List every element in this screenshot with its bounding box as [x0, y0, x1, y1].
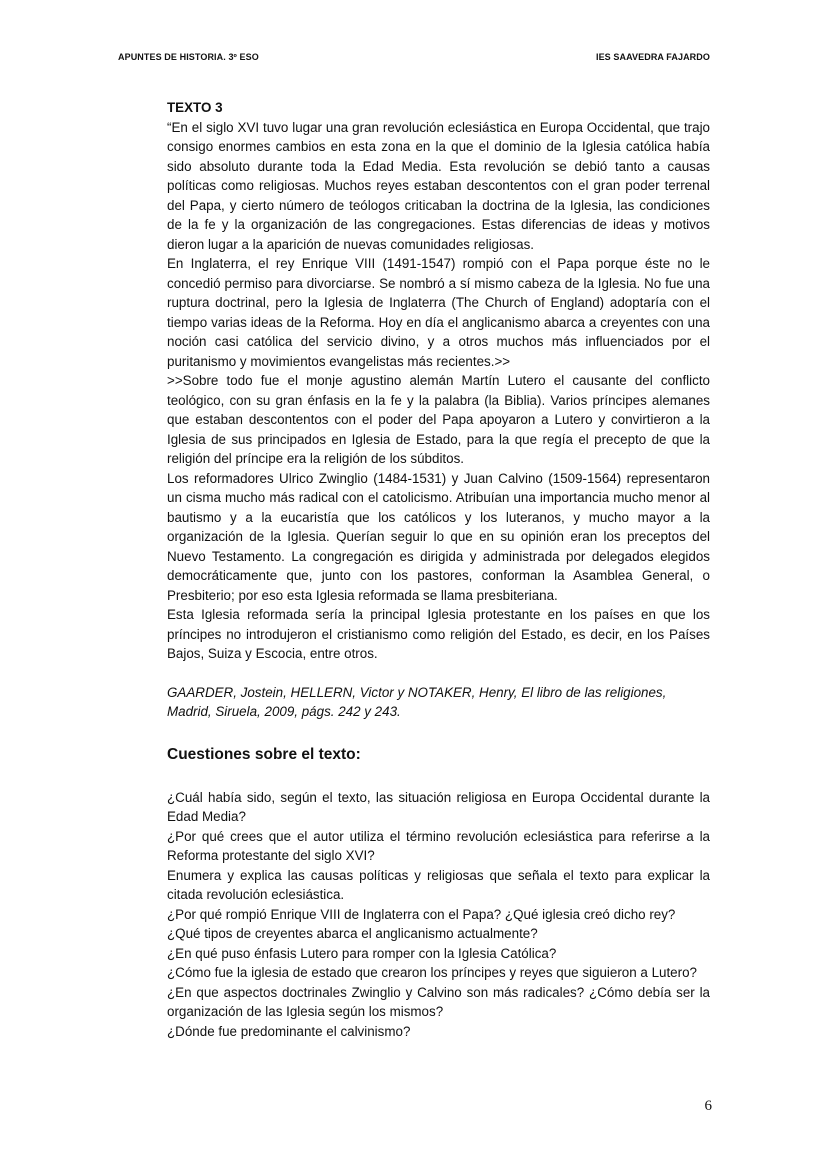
question-item: ¿Dónde fue predominante el calvinismo?	[167, 1023, 411, 1039]
question-item: Enumera y explica las causas políticas y religiosas que señala el texto para explicar la citada revolución eclesiástica.	[167, 867, 710, 902]
questions-heading: Cuestiones sobre el texto:	[167, 745, 361, 763]
questions-list	[167, 788, 710, 1042]
text-paragraph-2: En Inglaterra, el rey Enrique VIII (1491-1547) rompió con el Papa porque éste no le concedió permiso para divorciarse. Se nombró a sí mismo cabeza de la Iglesia. No fue una ruptura doctrinal, pero la Iglesia de Inglaterra (The Church of England) adoptaría con el tiempo varias ideas de la Reforma. Hoy en día el anglicanismo abarca a creyentes con una noción casi católica del servicio divino, y a otros muchos más influenciados por el puritanismo y movimientos evangelistas más recientes.>>	[167, 256, 710, 369]
text-paragraph-5: Esta Iglesia reformada sería la principal Iglesia protestante en los países en que los príncipes no introdujeron el cristianismo como religión del Estado, es decir, en los Países Bajos, Suiza y Escocia, entre otros.	[167, 607, 710, 661]
question-item: ¿Cómo fue la iglesia de estado que crearon los príncipes y reyes que siguieron a Lutero?	[167, 965, 697, 980]
text-paragraph-4: Los reformadores Ulrico Zwinglio (1484-1531) y Juan Calvino (1509-1564) representaron un cisma mucho más radical con el catolicismo. Atribuían una importancia mucho menor al bautismo y a la eucaristía que los católicos y los luteranos, y mucho mayor a la organización de la Iglesia. Querían seguir lo que en su opinión eran los preceptos del Nuevo Testamento. La congregación es dirigida y administrada por delegados elegidos democráticamente que, junto con los pastores, conforman la Asamblea General, o Presbiterio; por eso esta Iglesia reformada se llama presbiteriana.	[167, 470, 710, 603]
question-item: ¿En que aspectos doctrinales Zwinglio y Calvino son más radicales? ¿Cómo debía ser la organización de las Iglesia según los mismos?	[167, 984, 710, 1019]
question-item: ¿Por qué crees que el autor utiliza el término revolución eclesiástica para referirse a la Reforma protestante del siglo XVI?	[167, 828, 710, 863]
question-item: ¿Cuál había sido, según el texto, las situación religiosa en Europa Occidental durante la Edad Media?	[167, 789, 710, 824]
text-paragraph-3: >>Sobre todo fue el monje agustino alemán Martín Lutero el causante del conflicto teológico, con su gran énfasis en la fe y la palabra (la Biblia). Varios príncipes alemanes que estaban descontentos con el poder del Papa apoyaron a Lutero y convirtieron a la Iglesia de sus principados en Iglesia de Estado, para la que regía el precepto de que la religión del príncipe era la religión de los súbditos.	[167, 373, 710, 466]
page-header	[118, 52, 710, 66]
text-title: TEXTO 3	[167, 100, 223, 115]
document-body	[167, 98, 710, 1041]
text-paragraph-1: “En el siglo XVI tuvo lugar una gran revolución eclesiástica en Europa Occidental, que trajo consigo enormes cambios en esta zona en la que el dominio de la Iglesia católica había sido absoluto durante toda la Edad Media. Esta revolución se debió tanto a causas políticas como religiosas. Muchos reyes estaban descontentos con el gran poder terrenal del Papa, y cierto número de teólogos criticaban la doctrina de la Iglesia, las condiciones de la fe y la organización de las congregaciones. Estas diferencias de ideas y motivos dieron lugar a la aparición de nuevas comunidades religiosas.	[167, 119, 710, 252]
question-item: ¿Por qué rompió Enrique VIII de Inglaterra con el Papa? ¿Qué iglesia creó dicho rey?	[167, 906, 676, 922]
bibliographic-citation: GAARDER, Jostein, HELLERN, Victor y NOTAKER, Henry, El libro de las religiones, Madrid, Siruela, 2009, págs. 242 y 243.	[167, 684, 667, 719]
header-school-name: IES SAAVEDRA FAJARDO	[595, 52, 710, 62]
header-course-title: APUNTES DE HISTORIA. 3º ESO	[118, 52, 259, 62]
question-item: ¿En qué puso énfasis Lutero para romper con la Iglesia Católica?	[167, 945, 557, 961]
question-item: ¿Qué tipos de creyentes abarca el anglicanismo actualmente?	[167, 926, 538, 941]
page-number: 6	[704, 1098, 712, 1114]
